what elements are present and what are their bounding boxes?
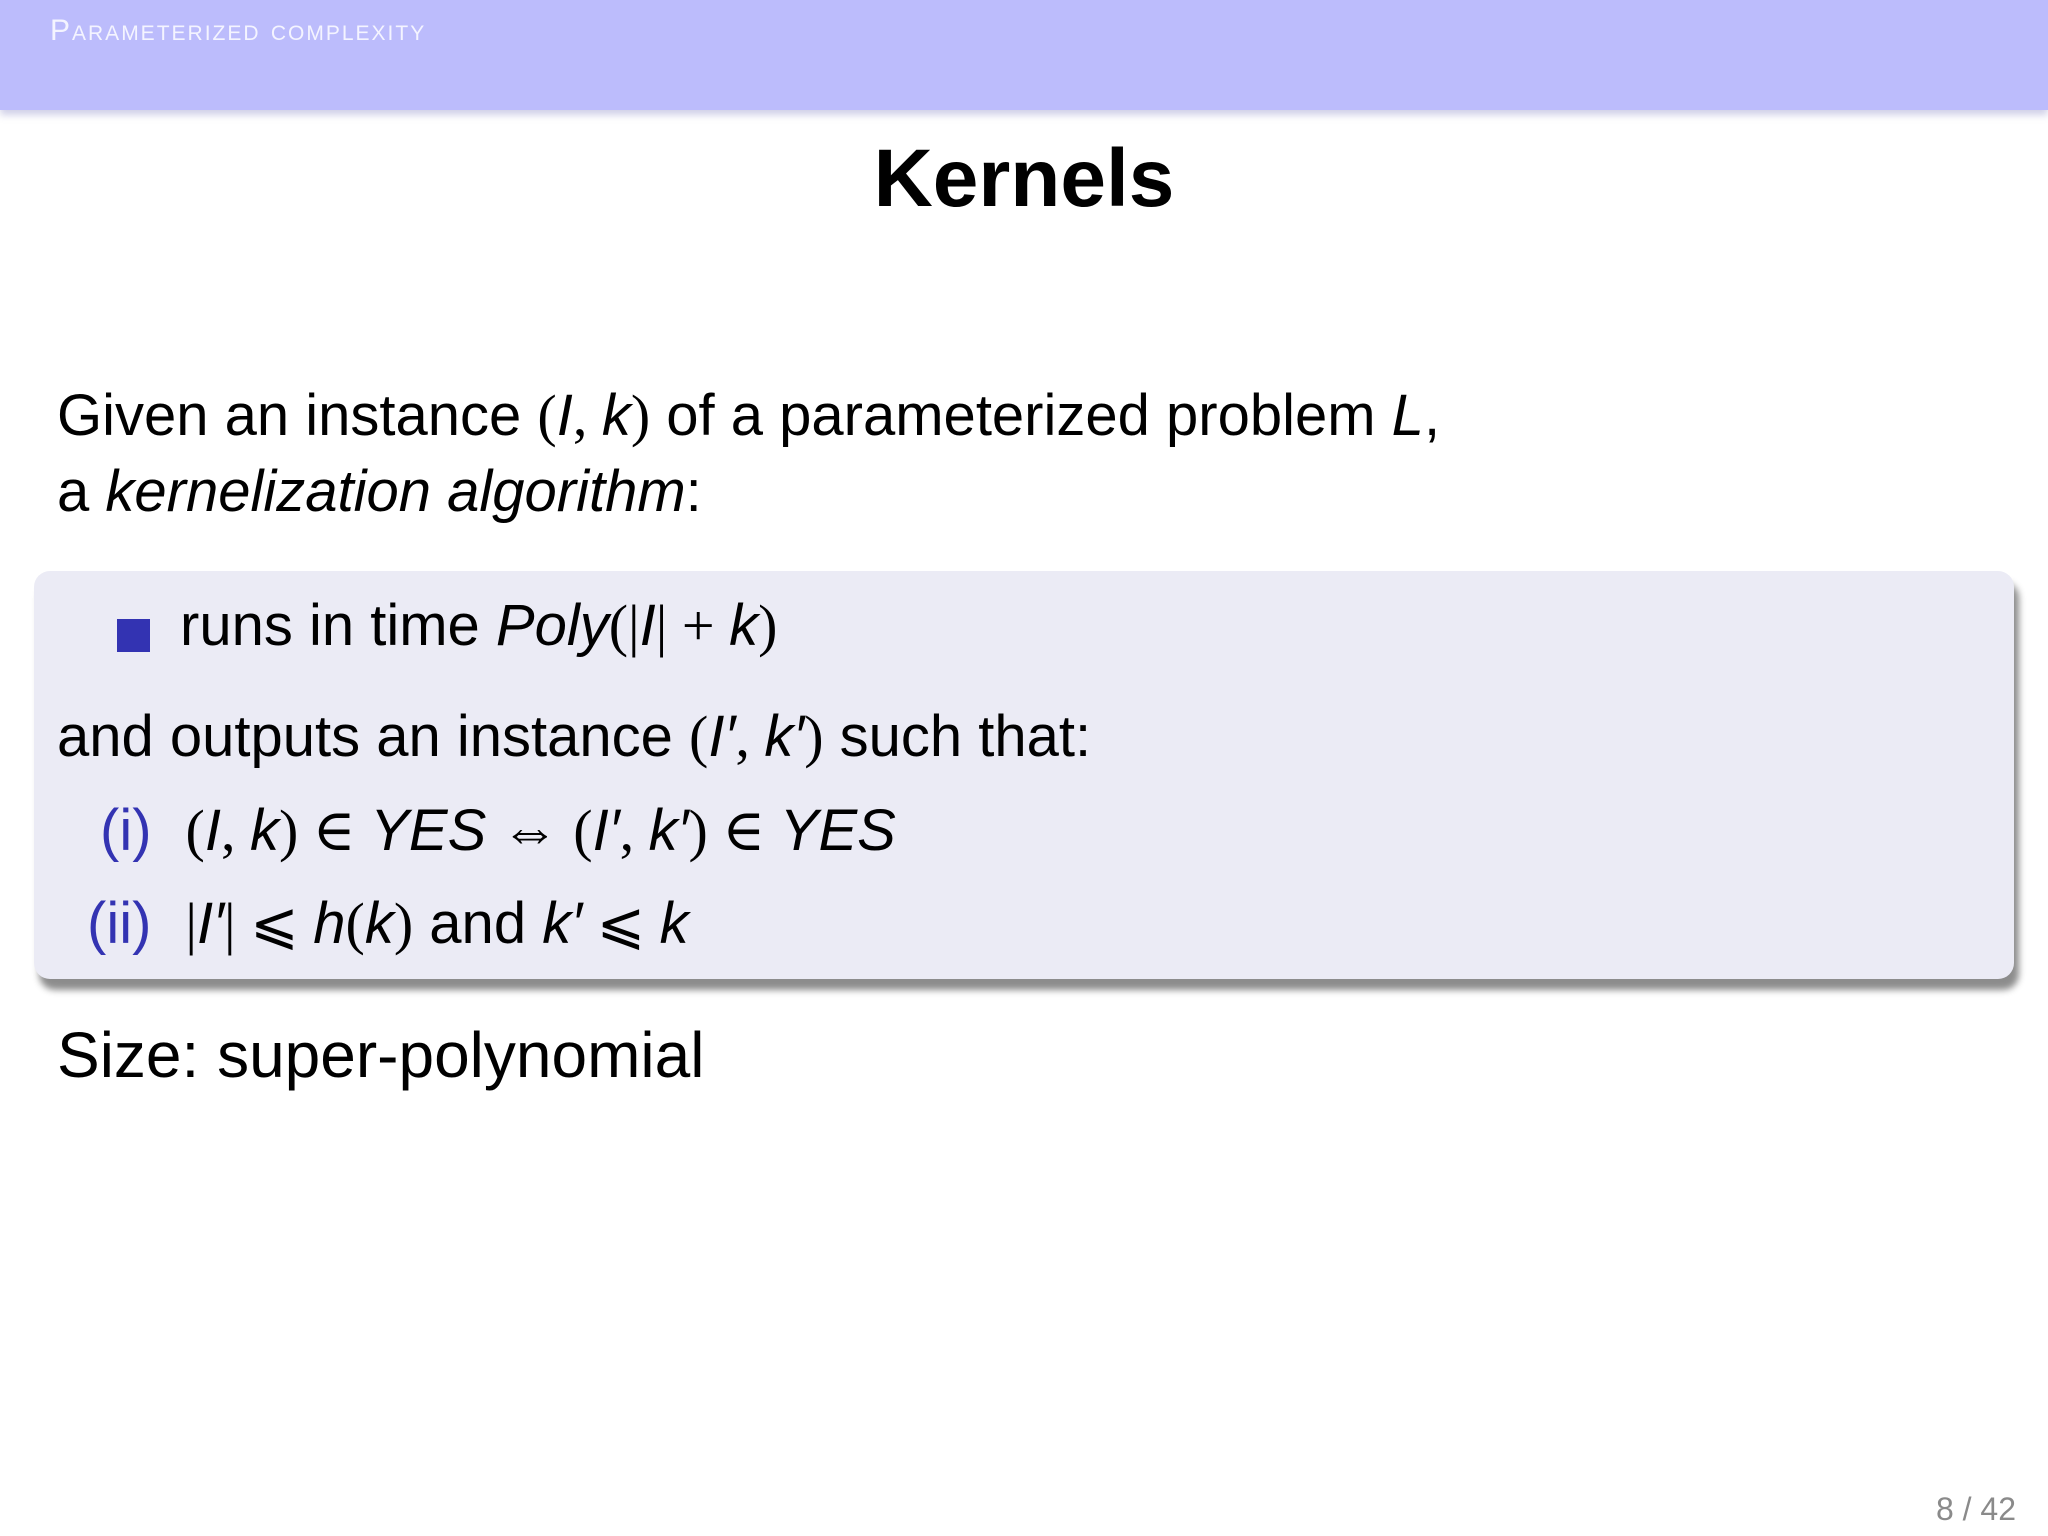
outputs-line: [57, 703, 1091, 770]
intro-text-1: Given an instance: [57, 383, 538, 448]
header-bar: [0, 0, 2048, 110]
i-yes-1: YES: [370, 798, 487, 863]
intro-line-1: [57, 378, 1440, 454]
section-title: Parameterized complexity: [50, 14, 427, 47]
ii-k-prime: k′: [542, 891, 583, 956]
comma: ,: [572, 383, 602, 448]
outputs-comma: ,: [735, 704, 765, 769]
poly-open: (|: [608, 593, 640, 658]
page-number: 8 / 42: [1935, 1491, 2016, 1527]
ii-h: h: [313, 891, 346, 956]
i-in-2: ∈: [707, 798, 780, 863]
item-ii-label: (ii): [87, 891, 152, 956]
i-k: k: [249, 798, 279, 863]
i-iff: ⇔: [486, 798, 574, 863]
poly-plus: | +: [655, 593, 730, 658]
ii-leq-2: ⩽: [582, 891, 660, 956]
outputs-I-prime: I′: [708, 704, 736, 769]
outputs-k-prime: k′: [764, 704, 805, 769]
ii-bar-1: |: [185, 891, 198, 956]
var-I: I: [556, 383, 573, 448]
ii-open: (: [345, 891, 365, 956]
i-I-prime: I′: [592, 798, 620, 863]
outputs-open: (: [689, 704, 709, 769]
ii-I-prime: I′: [197, 891, 225, 956]
i-yes-2: YES: [779, 798, 896, 863]
i-comma-2: ,: [619, 798, 649, 863]
ii-close: ): [393, 891, 414, 956]
i-comma: ,: [220, 798, 250, 863]
i-I: I: [204, 798, 221, 863]
intro-a: a: [57, 459, 106, 524]
runs-text: runs in time: [180, 593, 496, 658]
i-k-prime: k′: [648, 798, 689, 863]
ii-k-3: k: [659, 891, 689, 956]
outputs-text-1: and outputs an instance: [57, 704, 690, 769]
intro-text-3: ,: [1423, 383, 1441, 448]
outputs-text-2: such that:: [823, 704, 1092, 769]
poly-close: ): [758, 593, 778, 658]
i-open-2: (: [573, 798, 593, 863]
ii-and: and: [413, 891, 543, 956]
i-close-2: ): [688, 798, 708, 863]
ii-k: k: [364, 891, 394, 956]
item-i-label: (i): [100, 798, 152, 863]
size-line: Size: super-polynomial: [57, 1019, 705, 1091]
paren-open: (: [537, 383, 557, 448]
intro-colon: :: [685, 459, 702, 524]
intro-line-2: [57, 454, 702, 530]
poly-I: I: [639, 593, 656, 658]
ii-leq-1: ⩽: [235, 891, 314, 956]
poly-k: k: [729, 593, 759, 658]
slide-title: Kernels: [873, 133, 1175, 224]
i-close: ): [278, 798, 299, 863]
var-L: L: [1391, 383, 1424, 448]
intro-text-2: of a parameterized problem: [650, 383, 1392, 448]
bullet-runs-in-time: [180, 592, 777, 659]
square-bullet-icon: [117, 619, 150, 652]
paren-close: ): [630, 383, 651, 448]
poly: Poly: [495, 593, 609, 658]
var-k: k: [601, 383, 631, 448]
i-in-1: ∈: [298, 798, 371, 863]
kernelization-term: kernelization algorithm: [105, 459, 686, 524]
item-i: [100, 796, 896, 864]
i-open: (: [185, 798, 205, 863]
item-ii: [87, 889, 689, 957]
ii-bar-2: |: [224, 891, 236, 956]
outputs-close: ): [804, 704, 824, 769]
